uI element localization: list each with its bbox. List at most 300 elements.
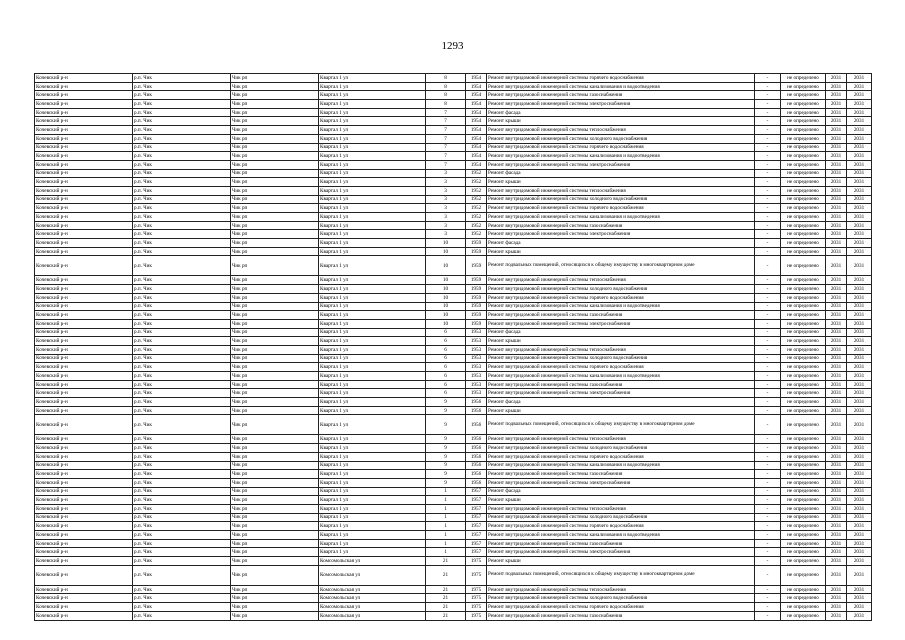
cell-cost: не определено — [781, 337, 826, 346]
cell-cost: не определено — [781, 452, 826, 461]
cell-year-end: 2031 — [847, 195, 872, 204]
cell-district: Кочевский р-н — [35, 276, 133, 285]
cell-house-number: 9 — [426, 444, 466, 453]
cell-street: Квартал 1 ул — [319, 435, 426, 444]
cell-work-type: Ремонт внутридомовой инженерной системы горячего водоснабжения — [487, 204, 755, 213]
cell-street: Квартал 1 ул — [319, 221, 426, 230]
cell-dash: - — [755, 195, 781, 204]
table-row — [35, 100, 872, 109]
cell-municipality: Чик рп — [231, 195, 319, 204]
cell-street: Квартал 1 ул — [319, 293, 426, 302]
cell-street: Квартал 1 ул — [319, 178, 426, 187]
cell-year-end: 2031 — [847, 337, 872, 346]
cell-year-start: 2031 — [826, 169, 847, 178]
cell-cost: не определено — [781, 311, 826, 320]
cell-settlement: р.п. Чик — [133, 452, 231, 461]
cell-street: Квартал 1 ул — [319, 319, 426, 328]
cell-house-number: 9 — [426, 452, 466, 461]
cell-house-number: 9 — [426, 478, 466, 487]
cell-build-year: 1956 — [466, 461, 487, 470]
cell-work-type: Ремонт фасада — [487, 169, 755, 178]
cell-dash: - — [755, 108, 781, 117]
cell-house-number: 21 — [426, 611, 466, 620]
cell-dash: - — [755, 293, 781, 302]
cell-build-year: 1954 — [466, 91, 487, 100]
cell-street: Квартал 1 ул — [319, 204, 426, 213]
cell-municipality: Чик рп — [231, 311, 319, 320]
cell-settlement: р.п. Чик — [133, 585, 231, 594]
cell-year-start: 2031 — [826, 539, 847, 548]
cell-dash: - — [755, 504, 781, 513]
cell-municipality: Чик рп — [231, 302, 319, 311]
cell-year-start: 2031 — [826, 247, 847, 256]
cell-year-end: 2031 — [847, 539, 872, 548]
cell-settlement: р.п. Чик — [133, 478, 231, 487]
table-row — [35, 143, 872, 152]
cell-dash: - — [755, 285, 781, 294]
cell-work-type: Ремонт внутридомовой инженерной системы канализования и водоотведения — [487, 461, 755, 470]
cell-municipality: Чик рп — [231, 496, 319, 505]
cell-year-end: 2031 — [847, 213, 872, 222]
cell-settlement: р.п. Чик — [133, 213, 231, 222]
cell-house-number: 3 — [426, 221, 466, 230]
cell-cost: не определено — [781, 504, 826, 513]
cell-cost: не определено — [781, 398, 826, 407]
cell-street: Квартал 1 ул — [319, 108, 426, 117]
cell-house-number: 21 — [426, 565, 466, 585]
cell-street: Квартал 1 ул — [319, 134, 426, 143]
cell-district: Кочевский р-н — [35, 585, 133, 594]
cell-year-start: 2031 — [826, 363, 847, 372]
cell-dash: - — [755, 311, 781, 320]
cell-street: Квартал 1 ул — [319, 504, 426, 513]
cell-year-start: 2031 — [826, 415, 847, 435]
cell-cost: не определено — [781, 195, 826, 204]
table-row — [35, 435, 872, 444]
cell-street: Квартал 1 ул — [319, 345, 426, 354]
cell-year-end: 2031 — [847, 398, 872, 407]
cell-build-year: 1954 — [466, 82, 487, 91]
cell-work-type: Ремонт фасада — [487, 487, 755, 496]
cell-year-start: 2031 — [826, 195, 847, 204]
cell-work-type: Ремонт внутридомовой инженерной системы холодного водоснабжения — [487, 354, 755, 363]
cell-municipality: Чик рп — [231, 91, 319, 100]
cell-year-end: 2031 — [847, 504, 872, 513]
cell-house-number: 7 — [426, 117, 466, 126]
cell-settlement: р.п. Чик — [133, 152, 231, 161]
cell-build-year: 1953 — [466, 372, 487, 381]
cell-cost: не определено — [781, 444, 826, 453]
table-row — [35, 126, 872, 135]
cell-year-start: 2031 — [826, 435, 847, 444]
cell-year-start: 2031 — [826, 100, 847, 109]
cell-settlement: р.п. Чик — [133, 100, 231, 109]
cell-dash: - — [755, 143, 781, 152]
cell-build-year: 1975 — [466, 594, 487, 603]
cell-year-start: 2031 — [826, 91, 847, 100]
cell-district: Кочевский р-н — [35, 565, 133, 585]
cell-settlement: р.п. Чик — [133, 406, 231, 415]
cell-house-number: 8 — [426, 91, 466, 100]
cell-cost: не определено — [781, 557, 826, 566]
cell-street: Квартал 1 ул — [319, 152, 426, 161]
cell-build-year: 1954 — [466, 134, 487, 143]
cell-district: Кочевский р-н — [35, 285, 133, 294]
cell-cost: не определено — [781, 74, 826, 83]
cell-dash: - — [755, 91, 781, 100]
cell-district: Кочевский р-н — [35, 594, 133, 603]
cell-work-type: Ремонт внутридомовой инженерной системы канализования и водоотведения — [487, 531, 755, 540]
cell-year-end: 2031 — [847, 256, 872, 276]
cell-street: Квартал 1 ул — [319, 195, 426, 204]
cell-cost: не определено — [781, 134, 826, 143]
cell-municipality: Чик рп — [231, 531, 319, 540]
cell-settlement: р.п. Чик — [133, 513, 231, 522]
cell-build-year: 1953 — [466, 337, 487, 346]
cell-street: Квартал 1 ул — [319, 522, 426, 531]
cell-work-type: Ремонт подвальных помещений, относящихся к общему имуществу в многоквартирном доме — [487, 565, 755, 585]
cell-build-year: 1957 — [466, 531, 487, 540]
cell-build-year: 1959 — [466, 239, 487, 248]
cell-dash: - — [755, 100, 781, 109]
table-row — [35, 91, 872, 100]
cell-settlement: р.п. Чик — [133, 522, 231, 531]
cell-work-type: Ремонт внутридомовой инженерной системы горячего водоснабжения — [487, 452, 755, 461]
cell-dash: - — [755, 247, 781, 256]
cell-year-end: 2031 — [847, 169, 872, 178]
cell-year-start: 2031 — [826, 108, 847, 117]
cell-year-end: 2031 — [847, 354, 872, 363]
cell-settlement: р.п. Чик — [133, 548, 231, 557]
cell-district: Кочевский р-н — [35, 221, 133, 230]
cell-municipality: Чик рп — [231, 117, 319, 126]
cell-work-type: Ремонт внутридомовой инженерной системы холодного водоснабжения — [487, 285, 755, 294]
cell-year-end: 2031 — [847, 435, 872, 444]
cell-year-start: 2031 — [826, 311, 847, 320]
cell-municipality: Чик рп — [231, 548, 319, 557]
cell-settlement: р.п. Чик — [133, 302, 231, 311]
cell-build-year: 1957 — [466, 496, 487, 505]
cell-settlement: р.п. Чик — [133, 74, 231, 83]
cell-house-number: 6 — [426, 389, 466, 398]
cell-settlement: р.п. Чик — [133, 363, 231, 372]
cell-build-year: 1952 — [466, 195, 487, 204]
cell-year-end: 2031 — [847, 363, 872, 372]
cell-street: Квартал 1 ул — [319, 415, 426, 435]
cell-district: Кочевский р-н — [35, 603, 133, 612]
cell-street: Квартал 1 ул — [319, 531, 426, 540]
cell-settlement: р.п. Чик — [133, 169, 231, 178]
cell-street: Квартал 1 ул — [319, 372, 426, 381]
cell-street: Квартал 1 ул — [319, 213, 426, 222]
cell-municipality: Чик рп — [231, 603, 319, 612]
cell-house-number: 9 — [426, 470, 466, 479]
cell-year-end: 2031 — [847, 328, 872, 337]
cell-street: Квартал 1 ул — [319, 143, 426, 152]
cell-year-end: 2031 — [847, 160, 872, 169]
cell-cost: не определено — [781, 389, 826, 398]
cell-district: Кочевский р-н — [35, 345, 133, 354]
cell-district: Кочевский р-н — [35, 470, 133, 479]
cell-year-end: 2031 — [847, 611, 872, 620]
cell-district: Кочевский р-н — [35, 513, 133, 522]
cell-municipality: Чик рп — [231, 256, 319, 276]
cell-year-start: 2031 — [826, 293, 847, 302]
cell-street: Квартал 1 ул — [319, 126, 426, 135]
cell-cost: не определено — [781, 487, 826, 496]
cell-settlement: р.п. Чик — [133, 285, 231, 294]
table-row — [35, 380, 872, 389]
cell-house-number: 3 — [426, 169, 466, 178]
cell-year-start: 2031 — [826, 285, 847, 294]
cell-municipality: Чик рп — [231, 213, 319, 222]
cell-cost: не определено — [781, 276, 826, 285]
cell-district: Кочевский р-н — [35, 548, 133, 557]
table-row — [35, 256, 872, 276]
cell-cost: не определено — [781, 603, 826, 612]
cell-street: Квартал 1 ул — [319, 478, 426, 487]
cell-municipality: Чик рп — [231, 585, 319, 594]
cell-year-start: 2031 — [826, 160, 847, 169]
cell-dash: - — [755, 539, 781, 548]
cell-district: Кочевский р-н — [35, 487, 133, 496]
cell-year-end: 2031 — [847, 178, 872, 187]
cell-cost: не определено — [781, 247, 826, 256]
table-row — [35, 565, 872, 585]
cell-work-type: Ремонт внутридомовой инженерной системы газоснабжения — [487, 470, 755, 479]
cell-settlement: р.п. Чик — [133, 337, 231, 346]
cell-cost: не определено — [781, 328, 826, 337]
cell-year-end: 2031 — [847, 276, 872, 285]
cell-year-end: 2031 — [847, 585, 872, 594]
cell-settlement: р.п. Чик — [133, 126, 231, 135]
cell-year-start: 2031 — [826, 372, 847, 381]
cell-street: Квартал 1 ул — [319, 513, 426, 522]
cell-year-start: 2031 — [826, 143, 847, 152]
cell-municipality: Чик рп — [231, 565, 319, 585]
cell-settlement: р.п. Чик — [133, 311, 231, 320]
cell-street: Квартал 1 ул — [319, 117, 426, 126]
cell-district: Кочевский р-н — [35, 372, 133, 381]
cell-district: Кочевский р-н — [35, 406, 133, 415]
cell-year-start: 2031 — [826, 276, 847, 285]
cell-district: Кочевский р-н — [35, 611, 133, 620]
cell-cost: не определено — [781, 513, 826, 522]
cell-district: Кочевский р-н — [35, 531, 133, 540]
cell-settlement: р.п. Чик — [133, 117, 231, 126]
cell-street: Квартал 1 ул — [319, 276, 426, 285]
cell-street: Квартал 1 ул — [319, 470, 426, 479]
cell-build-year: 1952 — [466, 186, 487, 195]
cell-build-year: 1975 — [466, 603, 487, 612]
cell-build-year: 1956 — [466, 452, 487, 461]
cell-municipality: Чик рп — [231, 539, 319, 548]
cell-house-number: 10 — [426, 285, 466, 294]
cell-year-end: 2031 — [847, 478, 872, 487]
cell-district: Кочевский р-н — [35, 213, 133, 222]
cell-work-type: Ремонт внутридомовой инженерной системы газоснабжения — [487, 91, 755, 100]
cell-cost: не определено — [781, 152, 826, 161]
cell-build-year: 1975 — [466, 557, 487, 566]
cell-district: Кочевский р-н — [35, 415, 133, 435]
cell-work-type: Ремонт внутридомовой инженерной системы электроснабжения — [487, 389, 755, 398]
cell-district: Кочевский р-н — [35, 126, 133, 135]
cell-year-end: 2031 — [847, 565, 872, 585]
cell-work-type: Ремонт внутридомовой инженерной системы канализования и водоотведения — [487, 372, 755, 381]
cell-street: Комсомольская ул — [319, 585, 426, 594]
cell-dash: - — [755, 531, 781, 540]
cell-district: Кочевский р-н — [35, 389, 133, 398]
cell-settlement: р.п. Чик — [133, 565, 231, 585]
cell-dash: - — [755, 470, 781, 479]
cell-year-start: 2031 — [826, 117, 847, 126]
cell-work-type: Ремонт внутридомовой инженерной системы электроснабжения — [487, 548, 755, 557]
cell-house-number: 10 — [426, 256, 466, 276]
cell-street: Квартал 1 ул — [319, 256, 426, 276]
cell-district: Кочевский р-н — [35, 380, 133, 389]
cell-year-start: 2031 — [826, 82, 847, 91]
cell-house-number: 1 — [426, 496, 466, 505]
cell-street: Квартал 1 ул — [319, 247, 426, 256]
cell-dash: - — [755, 204, 781, 213]
cell-work-type: Ремонт внутридомовой инженерной системы горячего водоснабжения — [487, 363, 755, 372]
cell-dash: - — [755, 565, 781, 585]
table-row — [35, 557, 872, 566]
cell-house-number: 7 — [426, 108, 466, 117]
cell-municipality: Чик рп — [231, 372, 319, 381]
cell-house-number: 1 — [426, 504, 466, 513]
cell-street: Квартал 1 ул — [319, 539, 426, 548]
cell-dash: - — [755, 513, 781, 522]
cell-work-type: Ремонт крыши — [487, 406, 755, 415]
table-row — [35, 337, 872, 346]
cell-settlement: р.п. Чик — [133, 328, 231, 337]
cell-settlement: р.п. Чик — [133, 195, 231, 204]
cell-year-end: 2031 — [847, 557, 872, 566]
cell-cost: не определено — [781, 293, 826, 302]
cell-cost: не определено — [781, 285, 826, 294]
cell-settlement: р.п. Чик — [133, 487, 231, 496]
cell-year-start: 2031 — [826, 186, 847, 195]
cell-settlement: р.п. Чик — [133, 380, 231, 389]
cell-year-start: 2031 — [826, 557, 847, 566]
cell-district: Кочевский р-н — [35, 328, 133, 337]
cell-build-year: 1975 — [466, 585, 487, 594]
cell-dash: - — [755, 496, 781, 505]
cell-dash: - — [755, 152, 781, 161]
cell-municipality: Чик рп — [231, 611, 319, 620]
cell-year-end: 2031 — [847, 152, 872, 161]
table-row — [35, 319, 872, 328]
cell-build-year: 1953 — [466, 328, 487, 337]
cell-district: Кочевский р-н — [35, 354, 133, 363]
cell-municipality: Чик рп — [231, 74, 319, 83]
cell-year-start: 2031 — [826, 504, 847, 513]
cell-dash: - — [755, 372, 781, 381]
table-row — [35, 603, 872, 612]
cell-street: Квартал 1 ул — [319, 91, 426, 100]
cell-dash: - — [755, 487, 781, 496]
cell-municipality: Чик рп — [231, 160, 319, 169]
cell-work-type: Ремонт крыши — [487, 247, 755, 256]
table-row — [35, 487, 872, 496]
table-body — [35, 74, 872, 621]
cell-street: Квартал 1 ул — [319, 398, 426, 407]
cell-dash: - — [755, 169, 781, 178]
cell-house-number: 9 — [426, 415, 466, 435]
cell-district: Кочевский р-н — [35, 143, 133, 152]
cell-cost: не определено — [781, 415, 826, 435]
table-row — [35, 363, 872, 372]
cell-street: Квартал 1 ул — [319, 461, 426, 470]
cell-work-type: Ремонт внутридомовой инженерной системы газоснабжения — [487, 311, 755, 320]
cell-dash: - — [755, 389, 781, 398]
cell-municipality: Чик рп — [231, 444, 319, 453]
cell-year-end: 2031 — [847, 108, 872, 117]
cell-district: Кочевский р-н — [35, 134, 133, 143]
cell-build-year: 1956 — [466, 470, 487, 479]
cell-build-year: 1956 — [466, 398, 487, 407]
cell-build-year: 1956 — [466, 444, 487, 453]
cell-cost: не определено — [781, 91, 826, 100]
cell-house-number: 9 — [426, 406, 466, 415]
cell-settlement: р.п. Чик — [133, 178, 231, 187]
cell-municipality: Чик рп — [231, 319, 319, 328]
cell-build-year: 1952 — [466, 230, 487, 239]
cell-municipality: Чик рп — [231, 108, 319, 117]
cell-settlement: р.п. Чик — [133, 230, 231, 239]
cell-year-start: 2031 — [826, 496, 847, 505]
cell-year-end: 2031 — [847, 143, 872, 152]
cell-house-number: 10 — [426, 247, 466, 256]
cell-municipality: Чик рп — [231, 594, 319, 603]
table-row — [35, 461, 872, 470]
cell-year-end: 2031 — [847, 444, 872, 453]
cell-district: Кочевский р-н — [35, 539, 133, 548]
cell-settlement: р.п. Чик — [133, 82, 231, 91]
cell-cost: не определено — [781, 256, 826, 276]
cell-year-start: 2031 — [826, 230, 847, 239]
cell-build-year: 1952 — [466, 169, 487, 178]
table-row — [35, 160, 872, 169]
cell-municipality: Чик рп — [231, 169, 319, 178]
cell-house-number: 3 — [426, 195, 466, 204]
cell-district: Кочевский р-н — [35, 100, 133, 109]
cell-cost: не определено — [781, 380, 826, 389]
cell-house-number: 3 — [426, 178, 466, 187]
cell-settlement: р.п. Чик — [133, 276, 231, 285]
cell-work-type: Ремонт внутридомовой инженерной системы канализования и водоотведения — [487, 213, 755, 222]
cell-year-start: 2031 — [826, 594, 847, 603]
cell-dash: - — [755, 363, 781, 372]
cell-house-number: 7 — [426, 160, 466, 169]
cell-settlement: р.п. Чик — [133, 186, 231, 195]
cell-settlement: р.п. Чик — [133, 539, 231, 548]
cell-year-end: 2031 — [847, 239, 872, 248]
cell-work-type: Ремонт фасада — [487, 398, 755, 407]
cell-year-start: 2031 — [826, 337, 847, 346]
cell-build-year: 1953 — [466, 380, 487, 389]
cell-work-type: Ремонт внутридомовой инженерной системы электроснабжения — [487, 100, 755, 109]
cell-municipality: Чик рп — [231, 285, 319, 294]
cell-street: Квартал 1 ул — [319, 496, 426, 505]
cell-settlement: р.п. Чик — [133, 531, 231, 540]
cell-year-start: 2031 — [826, 328, 847, 337]
cell-house-number: 8 — [426, 74, 466, 83]
cell-settlement: р.п. Чик — [133, 470, 231, 479]
cell-cost: не определено — [781, 117, 826, 126]
table-row — [35, 169, 872, 178]
